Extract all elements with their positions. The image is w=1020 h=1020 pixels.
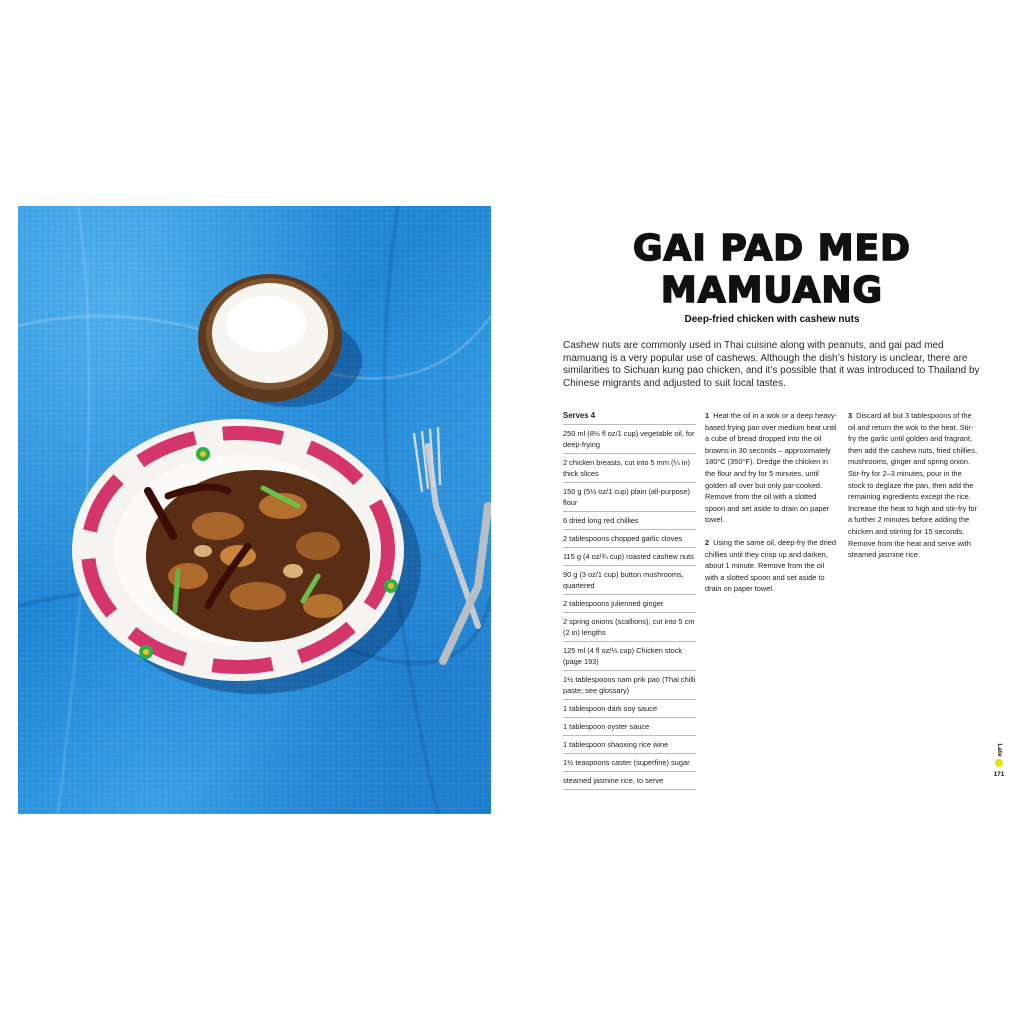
ingredient-item: 1 tablespoon oyster sauce [563,718,696,736]
ingredient-item: 1 tablespoon dark soy sauce [563,700,696,718]
method-step-1 [705,410,838,526]
ingredient-item: steamed jasmine rice, to serve [563,772,696,790]
ingredient-item: 2 tablespoons chopped garlic cloves [563,530,696,548]
method-column-2 [848,410,981,572]
ingredient-item: 1½ teaspoons caster (superfine) sugar [563,754,696,772]
ingredient-item: 250 ml (8½ fl oz/1 cup) vegetable oil, for deep-frying [563,425,696,454]
section-label: Late [996,743,1003,757]
method-step-3 [848,410,981,561]
recipe-subtitle: Deep-fried chicken with cashew nuts [684,314,860,325]
method-column-1 [705,410,838,606]
section-dot-icon [995,759,1003,767]
step-number: 3 [848,411,853,420]
ingredient-item: 1½ tablespoons nam prik pao (Thai chilli paste; see glossary) [563,671,696,700]
ingredient-item: 1 tablespoon shaoxing rice wine [563,736,696,754]
ingredient-item: 2 tablespoons julienned ginger [563,595,696,613]
ingredient-item: 2 spring onions (scallions), cut into 5 cm (2 in) lengths [563,613,696,642]
page-number: 171 [993,771,1005,778]
ingredient-item: 115 g (4 oz/¾ cup) roasted cashew nuts [563,548,696,566]
ingredient-item: 6 dried long red chillies [563,512,696,530]
ingredient-item: 2 chicken breasts, cut into 5 mm (¼ in) thick slices [563,454,696,483]
recipe-intro: Cashew nuts are commonly used in Thai cuisine along with peanuts, and gai pad med mamuang is a very popular use of cashews. Although the dish’s history is unclear, there are similarities to Sichuan kung pao chicken, and it’s possible that it was introduced to Thailand by Chinese migrants and adjusted to suit local tastes. [563,340,980,389]
step-text: Discard all but 3 tablespoons of the oil and return the wok to the heat. Stir-fry the garlic until golden and fragrant, then add the cashew nuts, fried chillies, mushrooms, ginger and spring onion. Stir-fry for 2–3 minutes, pour in the stock to deglaze the pan, then add the remaining ingredients except the rice. Increase the heat to high and stir-fry for a further 2 minutes before adding the chicken and stirring for 15 seconds. Remove from the heat and serve with steamed jasmine rice. [848,411,978,560]
food-photo [18,206,491,814]
ingredient-item: 90 g (3 oz/1 cup) button mushrooms, quartered [563,566,696,595]
recipe-title: GAI PAD MED MAMUANG [633,228,911,311]
serves-label: Serves 4 [563,410,696,425]
section-marker [992,742,1006,778]
step-number: 1 [705,411,710,420]
food-illustration [18,206,491,814]
step-text: Heat the oil in a wok or a deep heavy-based frying pan over medium heat until a cube of bread dropped into the oil browns in 30 seconds – approximately 180°C (350°F). Dredge the chicken in the flour and fry for 5 minutes, until golden all over but only par-cooked. Remove from the oil with a slotted spoon and set aside to drain on paper towel. [705,411,838,525]
method-step-2 [705,537,838,595]
step-number: 2 [705,537,710,547]
step-text: Using the same oil, deep-fry the dried chillies until they crisp up and darken, about 1 minute. Remove from the oil with a slotted spoon and set aside to drain on paper towel. [705,537,836,594]
ingredients-list [563,410,696,790]
ingredient-item: 150 g (5½ oz/1 cup) plain (all-purpose) flour [563,483,696,512]
ingredient-item: 125 ml (4 fl oz/½ cup) Chicken stock (page 193) [563,642,696,671]
